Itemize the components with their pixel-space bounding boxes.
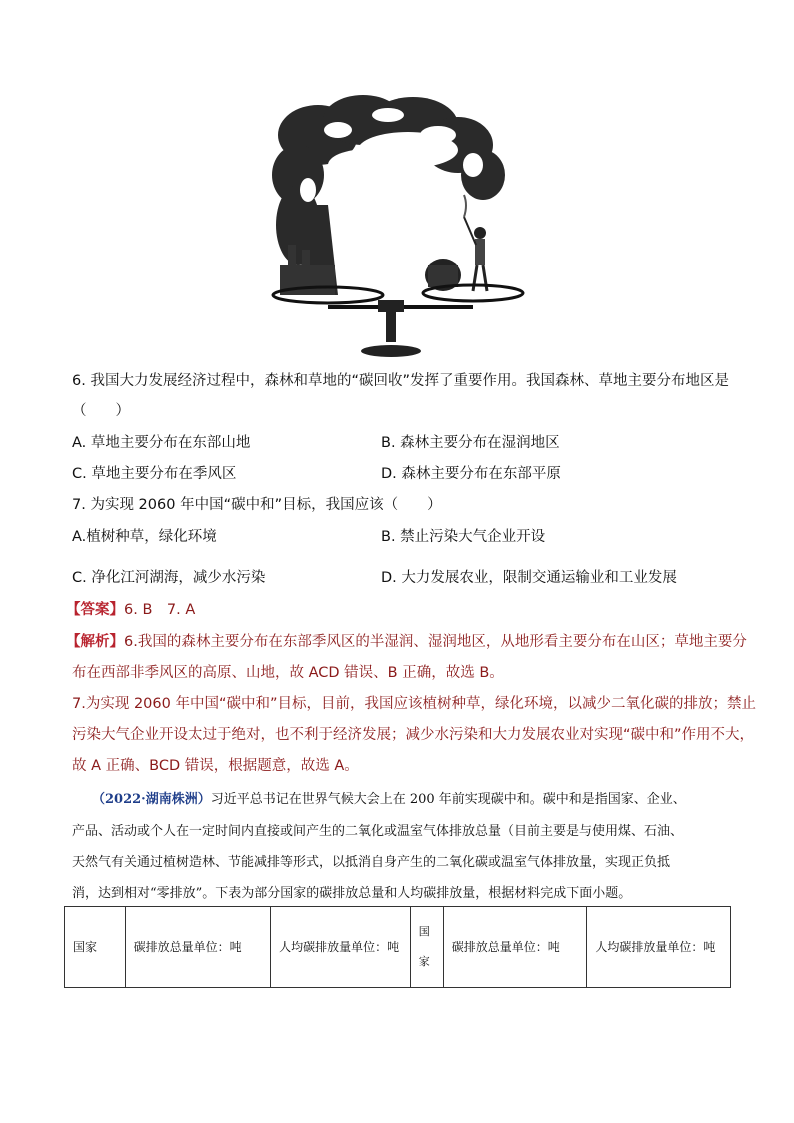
- analysis-line-3: 7.为实现 2060 年中国“碳中和”目标，目前，我国应该植树种草，绿化环境，以减少二氧化碳的排放；禁止: [72, 696, 756, 712]
- passage-line-2: 产品、活动或个人在一定时间内直接或间产生的二氧化或温室气体排放总量（目前主要是与使用煤、石油、: [72, 824, 684, 839]
- q7-option-c: C. 净化江河湖海，减少水污染: [72, 570, 266, 586]
- q6-option-a: A. 草地主要分布在东部山地: [72, 435, 251, 451]
- analysis-text-1: 6.我国的森林主要分布在东部季风区的半湿润、湿润地区，从地形看主要分布在山区；草地主要分: [124, 634, 747, 650]
- table-header-row: [65, 907, 731, 988]
- analysis-tag: 【解析】: [66, 634, 124, 650]
- table-header-total-2: 碳排放总量单位：吨: [443, 907, 587, 988]
- passage-line-3: 天然气有关通过植树造林、节能减排等形式，以抵消自身产生的二氧化碳或温室气体排放量，实现正负抵: [72, 855, 671, 870]
- table-header-country-2: 国家: [410, 907, 443, 988]
- q7-option-b: B. 禁止污染大气企业开设: [381, 529, 546, 545]
- passage-line-1: [92, 790, 686, 810]
- table-header-per-capita-1: 人均碳排放量单位：吨: [271, 907, 411, 988]
- analysis-line-5: 故 A 正确、BCD 错误，根据题意，故选 A。: [72, 758, 359, 774]
- q6-option-c: C. 草地主要分布在季风区: [72, 466, 237, 482]
- table-header-country-1: 国家: [65, 907, 126, 988]
- q6-option-b: B. 森林主要分布在湿润地区: [381, 435, 560, 451]
- q6-stem: 6. 我国大力发展经济过程中，森林和草地的“碳回收”发挥了重要作用。我国森林、草地主要分布地区是: [72, 373, 729, 389]
- emission-table: [64, 906, 731, 988]
- passage-source: （2022·湖南株洲）: [92, 792, 211, 807]
- carbon-balance-illustration: [268, 95, 532, 363]
- q7-stem: 7. 为实现 2060 年中国“碳中和”目标，我国应该（ ）: [72, 497, 442, 513]
- q6-option-d: D. 森林主要分布在东部平原: [381, 466, 561, 482]
- answer-line: [66, 600, 195, 620]
- q7-option-d: D. 大力发展农业，限制交通运输业和工业发展: [381, 570, 677, 586]
- analysis-line-2: 布在西部非季风区的高原、山地，故 ACD 错误、B 正确，故选 B。: [72, 665, 504, 681]
- table-header-total-1: 碳排放总量单位：吨: [125, 907, 271, 988]
- q7-option-a: A.植树种草，绿化环境: [72, 529, 217, 545]
- table-header-per-capita-2: 人均碳排放量单位：吨: [587, 907, 731, 988]
- analysis-line-1: [66, 632, 747, 652]
- answer-text: 6. B 7. A: [124, 602, 196, 618]
- passage-text-1: 习近平总书记在世界气候大会上在 200 年前实现碳中和。碳中和是指国家、企业、: [210, 792, 686, 807]
- analysis-line-4: 污染大气企业开设太过于绝对，也不利于经济发展；减少水污染和大力发展农业对实现“碳中和”作用不大，: [72, 727, 755, 743]
- answer-tag: 【答案】: [66, 602, 124, 618]
- passage-line-4: 消，达到相对“零排放”。下表为部分国家的碳排放总量和人均碳排放量，根据材料完成下面小题。: [72, 886, 632, 901]
- q6-answer-blank: （ ）: [72, 403, 130, 419]
